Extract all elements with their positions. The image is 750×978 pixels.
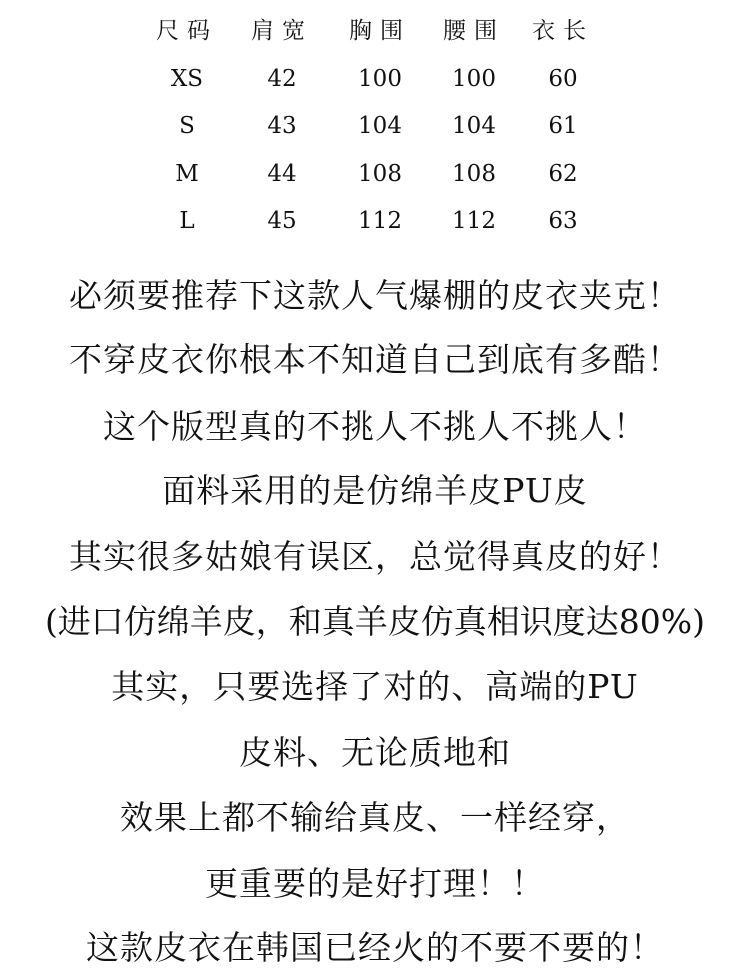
size-table-cell: 112 bbox=[452, 208, 496, 234]
description-line: 皮料、无论质地和 bbox=[239, 733, 511, 772]
size-table-cell: S bbox=[179, 113, 195, 139]
size-table-cell: 45 bbox=[267, 208, 297, 234]
description-line: 更重要的是好打理！！ bbox=[205, 864, 545, 903]
size-table-cell: 112 bbox=[358, 208, 402, 234]
size-table-cell: 108 bbox=[452, 161, 496, 187]
description-line: 必须要推荐下这款人气爆棚的皮衣夹克！ bbox=[69, 276, 681, 315]
size-table-cell: 42 bbox=[267, 66, 297, 92]
description-line: 其实很多姑娘有误区，总觉得真皮的好！ bbox=[69, 537, 681, 576]
size-table-cell: 61 bbox=[548, 113, 578, 139]
size-table-cell: 104 bbox=[358, 113, 402, 139]
size-table-header-shoulder: 肩宽 bbox=[251, 18, 313, 44]
size-table-cell: 63 bbox=[548, 208, 578, 234]
size-table-cell: 60 bbox=[548, 66, 578, 92]
size-table-cell: XS bbox=[170, 66, 204, 92]
size-table-cell: L bbox=[179, 208, 195, 234]
size-table-cell: M bbox=[175, 161, 199, 187]
description-line: 这款皮衣在韩国已经火的不要不要的！ bbox=[86, 928, 664, 967]
description-line: 不穿皮衣你根本不知道自己到底有多酷！ bbox=[69, 340, 681, 379]
size-table-cell: 43 bbox=[267, 113, 297, 139]
description-line: 面料采用的是仿绵羊皮PU皮 bbox=[162, 471, 588, 510]
size-table-header-size: 尺码 bbox=[156, 18, 218, 44]
description-line: 其实，只要选择了对的、高端的PU bbox=[111, 667, 639, 706]
size-table-header-length: 衣长 bbox=[532, 18, 594, 44]
description-line: 这个版型真的不挑人不挑人不挑人！ bbox=[103, 407, 647, 446]
size-table-cell: 104 bbox=[452, 113, 496, 139]
size-table-header-waist: 腰围 bbox=[443, 18, 505, 44]
size-table-cell: 100 bbox=[452, 66, 496, 92]
size-table-cell: 44 bbox=[267, 161, 297, 187]
size-table bbox=[0, 0, 750, 250]
size-table-cell: 108 bbox=[358, 161, 402, 187]
description-line: (进口仿绵羊皮，和真羊皮仿真相识度达80%) bbox=[44, 602, 706, 641]
size-table-header-chest: 胸围 bbox=[349, 18, 411, 44]
description-line: 效果上都不输给真皮、一样经穿， bbox=[120, 798, 630, 837]
size-table-cell: 100 bbox=[358, 66, 402, 92]
size-table-cell: 62 bbox=[548, 161, 578, 187]
